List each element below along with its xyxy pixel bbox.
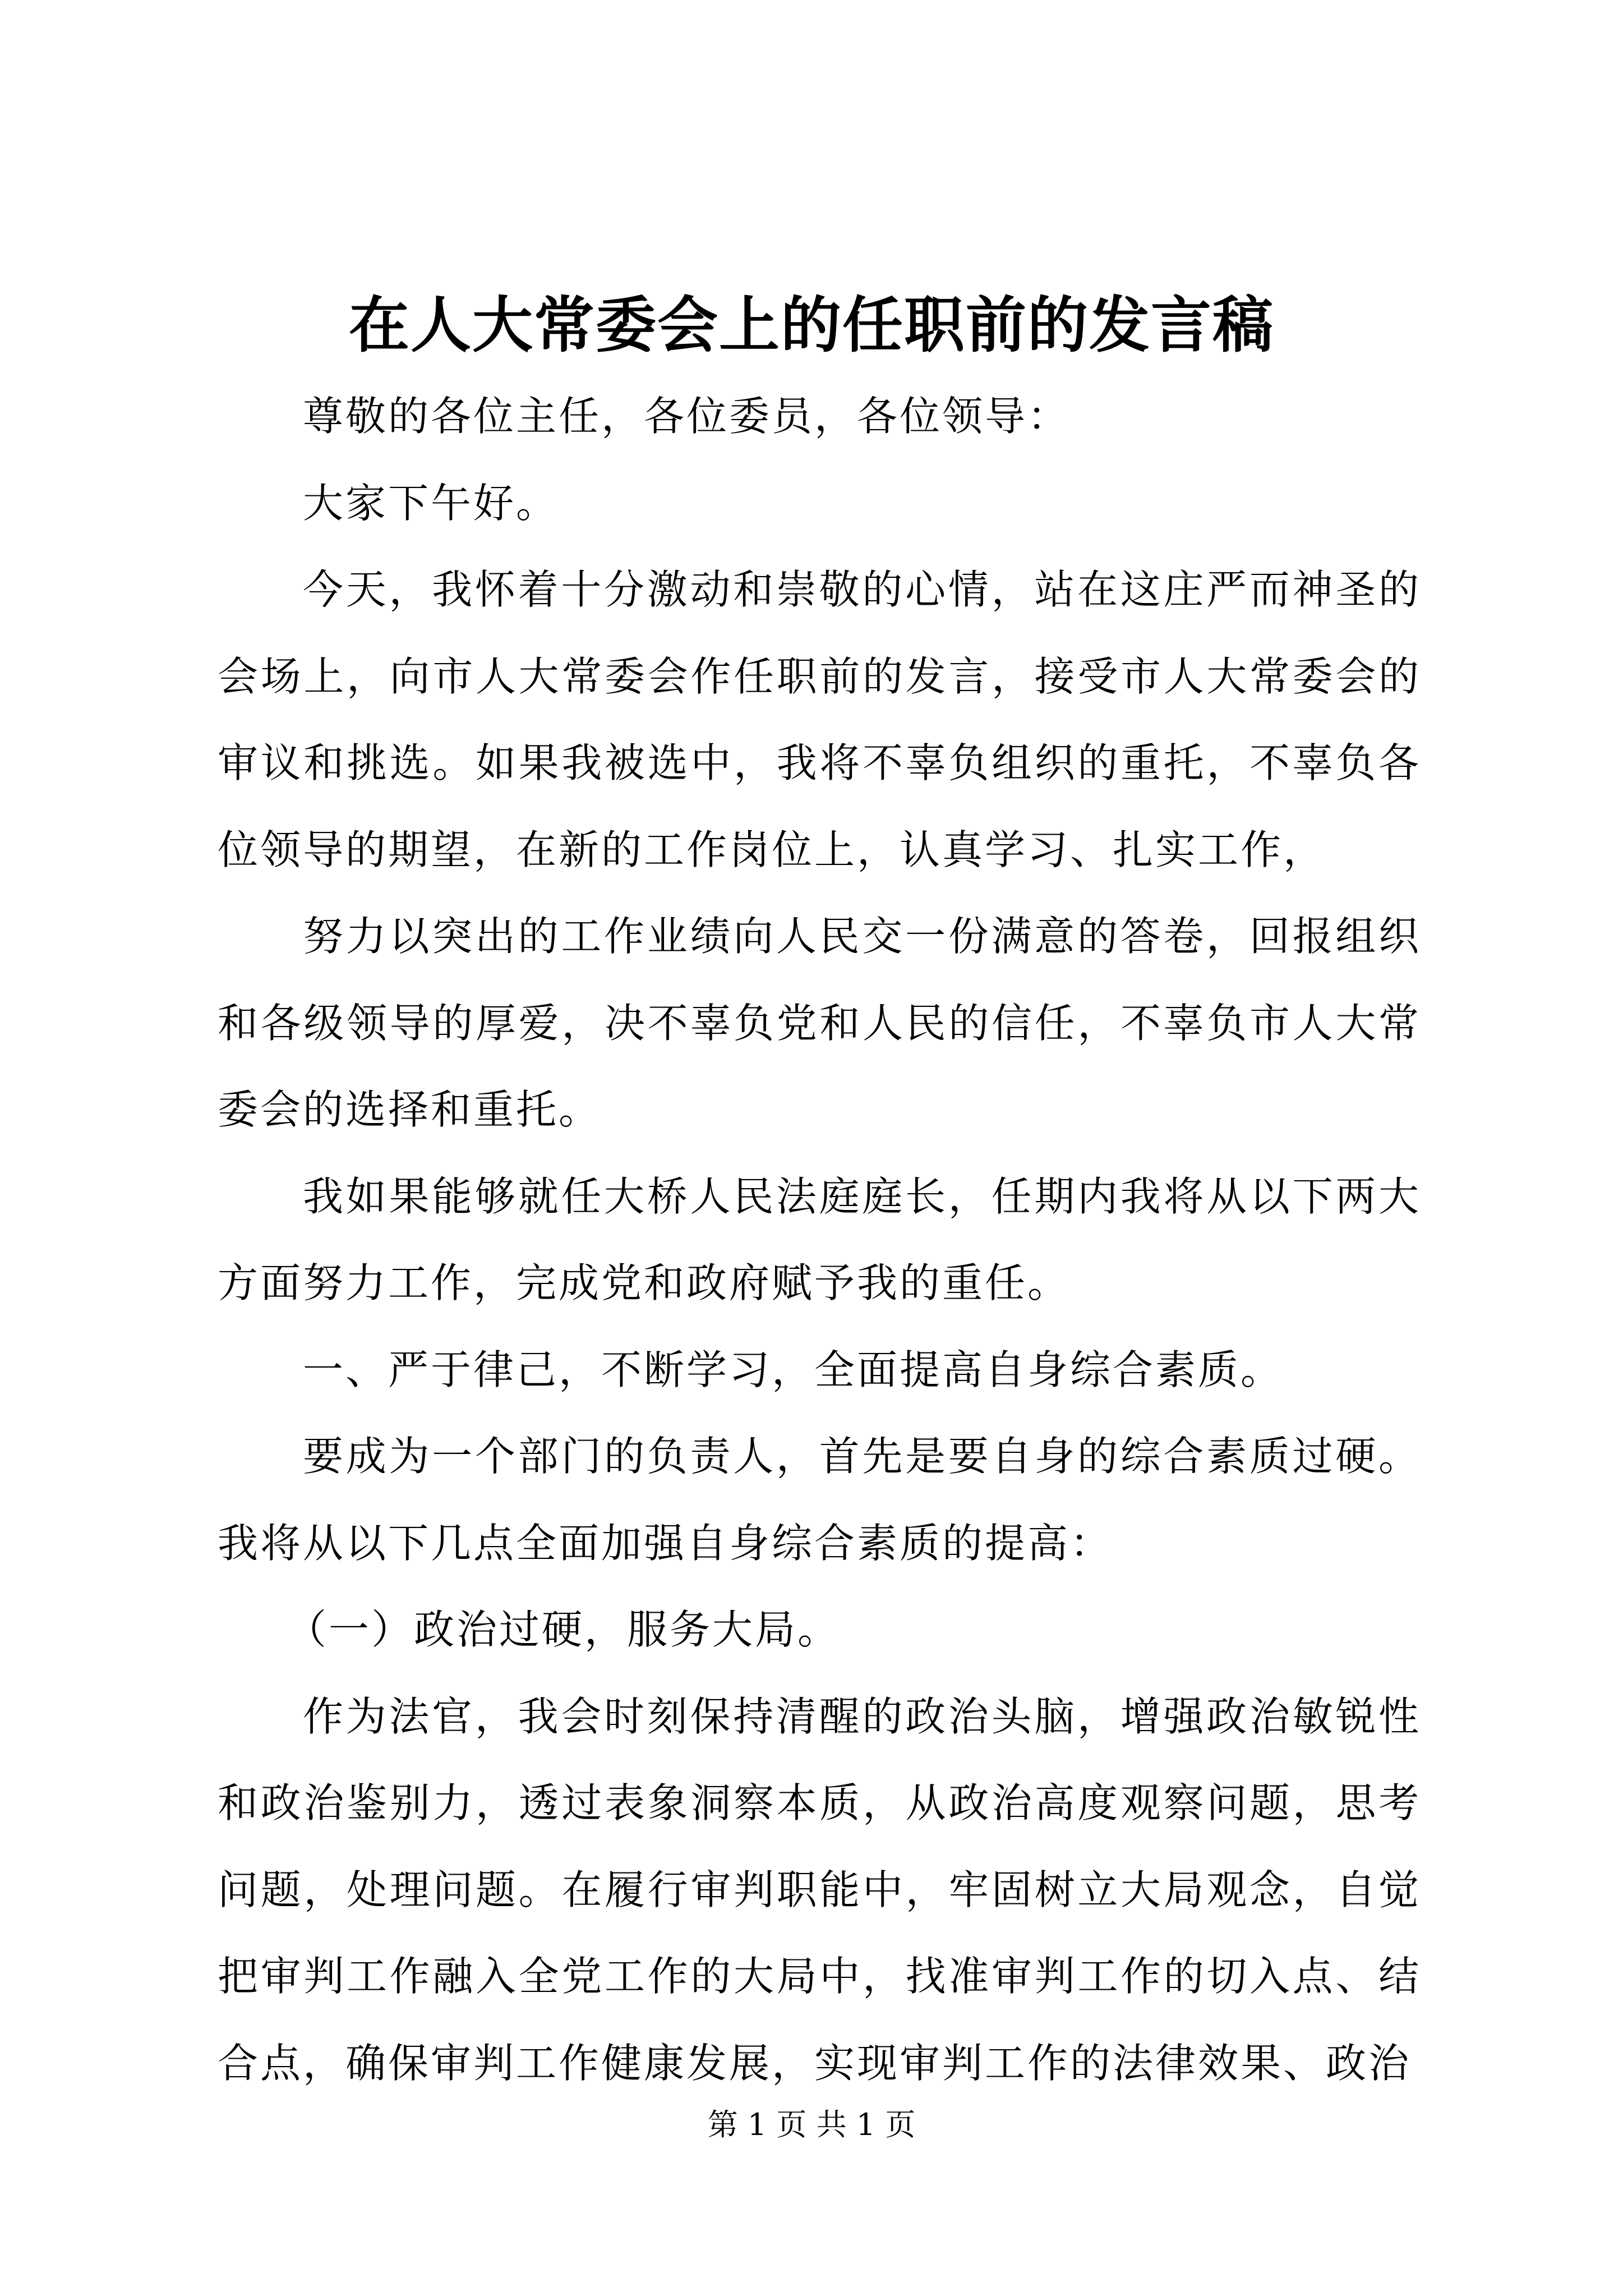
page-number-footer: 第 1 页 共 1 页 <box>707 2107 916 2142</box>
greeting-paragraph: 大家下午好。 <box>303 479 559 527</box>
subsection-heading: （一）政治过硬，服务大局。 <box>286 1606 841 1653</box>
body-paragraph: 要成为一个部门的负责人，首先是要自身的综合素质过硬。我将从以下几点全面加强自身综合素质的提高： <box>218 1433 1421 1567</box>
body-paragraph: 我如果能够就任大桥人民法庭庭长，任期内我将从以下两大方面努力工作，完成党和政府赋予我的重任。 <box>218 1172 1421 1306</box>
document-body <box>218 373 1421 2106</box>
body-paragraph: 作为法官，我会时刻保持清醒的政治头脑，增强政治敏锐性和政治鉴别力，透过表象洞察本质，从政治高度观察问题，思考问题，处理问题。在履行审判职能中，牢固树立大局观念，自觉把审判工作融入全党工作的大局中，找准审判工作的切入点、结合点，确保审判工作健康发展，实现审判工作的法律效果、政治 <box>218 1692 1421 2087</box>
body-paragraph: 今天，我怀着十分激动和崇敬的心情，站在这庄严而神圣的会场上，向市人大常委会作任职前的发言，接受市人大常委会的审议和挑选。如果我被选中，我将不辜负组织的重托，不辜负各位领导的期望，在新的工作岗位上，认真学习、扎实工作， <box>218 566 1421 873</box>
document-title: 在人大常委会上的任职前的发言稿 <box>348 290 1274 361</box>
body-paragraph: 努力以突出的工作业绩向人民交一份满意的答卷，回报组织和各级领导的厚爱，决不辜负党和人民的信任，不辜负市人大常委会的选择和重托。 <box>218 913 1421 1133</box>
salutation-paragraph: 尊敬的各位主任，各位委员，各位领导： <box>303 393 1071 440</box>
section-heading: 一、严于律己，不断学习，全面提高自身综合素质。 <box>303 1346 1284 1393</box>
